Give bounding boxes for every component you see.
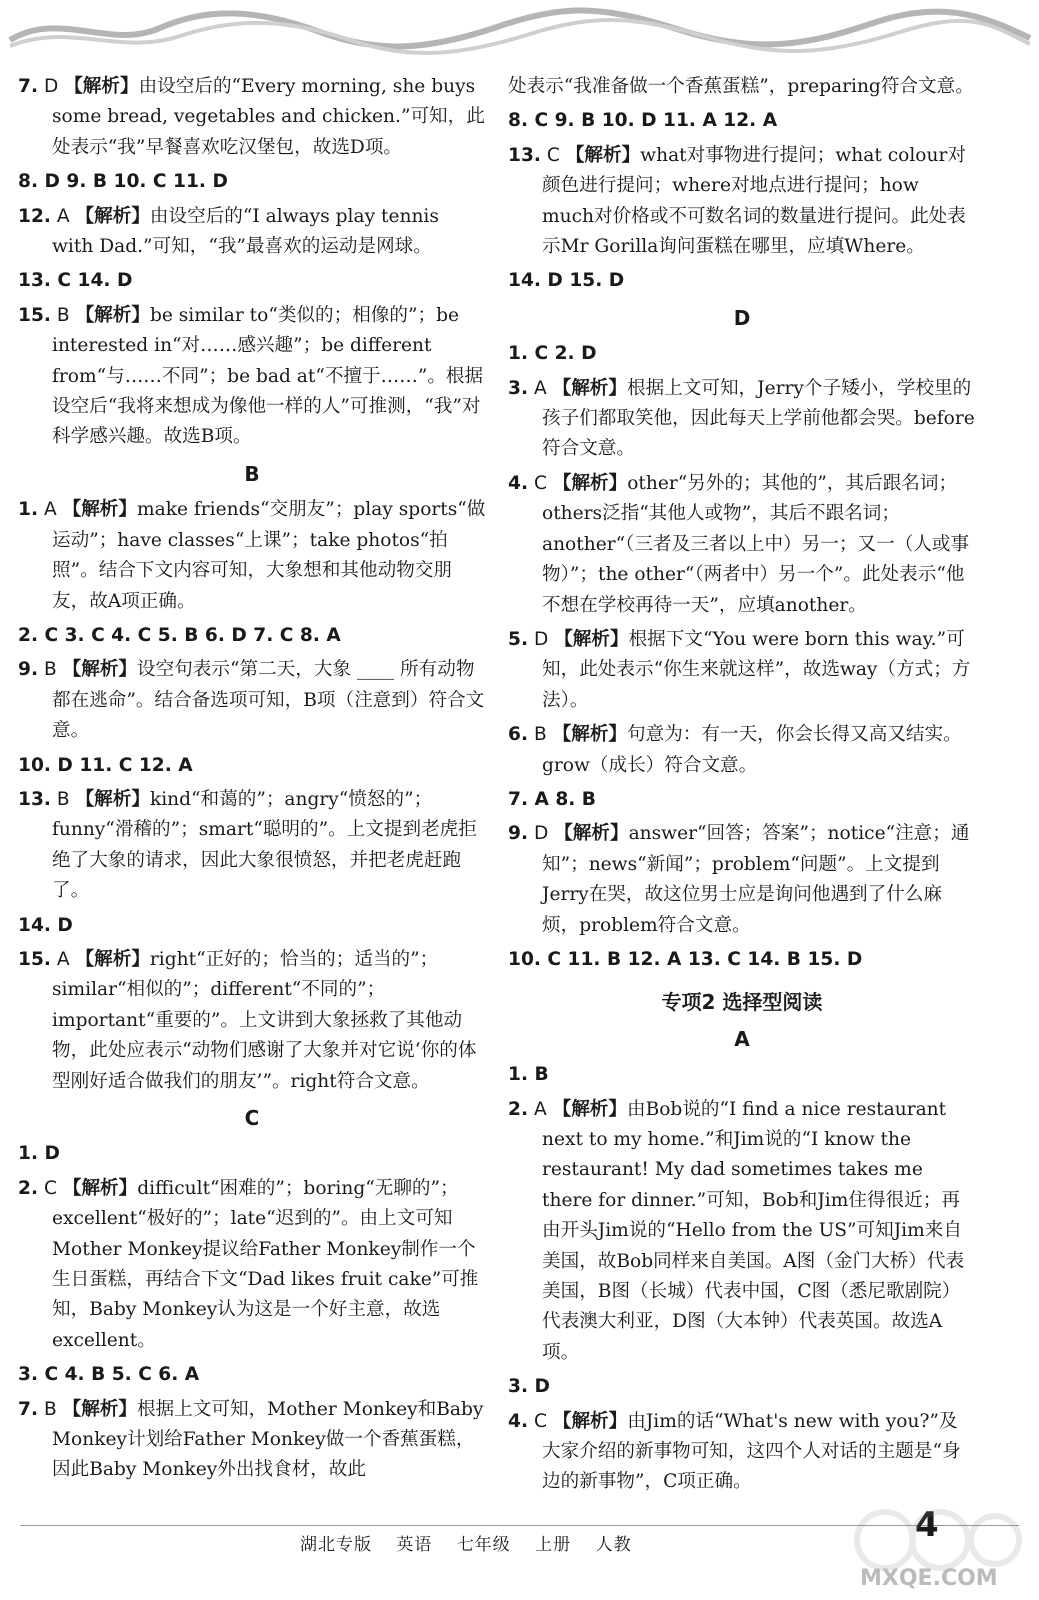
section-heading: C (244, 1106, 260, 1130)
answer-item (508, 141, 976, 263)
explanation-text: make friends“交朋友”；play sports“做运动”；have classes“上课”；take photos“拍照”。结合下文内容可知，大象想和其他动物交朋友，故A项正确。 (52, 499, 486, 612)
answer-line: 1. C 2. D (508, 343, 597, 365)
answer-item (18, 785, 486, 907)
answer-line: 10. C 11. B 12. A 13. C 14. B 15. D (508, 948, 863, 970)
explanation-text: difficult“困难的”；boring“无聊的”；excellent“极好的”；late“迟到的”。由上文可知Mother Monkey提议给Father Monkey制作一个生日蛋糕，再结合下文“Dad likes fruit cake”可推知，Baby Monkey认为这是一个好主意，故选excellent。 (52, 1177, 479, 1351)
topic-heading: 专项2 选择型阅读 (661, 990, 823, 1015)
answer-letter: A (43, 499, 57, 521)
answer-item (18, 655, 486, 746)
watermark-text: MXQE.COM (860, 1566, 998, 1591)
decorative-top-border (0, 0, 1039, 60)
page-number: 4 (915, 1505, 939, 1545)
answer-line: 13. C 14. D (18, 270, 133, 292)
analysis-tag: 【解析】 (552, 1410, 628, 1432)
explanation-text: 由Bob说的“I find a nice restaurant next to my home.”和Jim说的“I know the restaurant! My dad sometimes takes me there for dinner.”可知，Bob和Jim住得很近；再由开头Jim说的“Hello from the US”可知Jim来自美国，故Bob同样来自美国。A图（金门大桥）代表美国，B图（长城）代表中国，C图（悉尼歌剧院）代表澳大利亚，D图（大本钟）代表英国。故选A项。 (542, 1098, 965, 1363)
explanation-text: 由Jim的话“What's new with you?”及大家介绍的新事物可知，这四个人对话的主题是“身边的新事物”，C项正确。 (542, 1410, 961, 1493)
answer-item (508, 720, 976, 781)
explanation-text: 根据上文可知，Jerry个子矮小，学校里的孩子们都取笑他，因此每天上学前他都会哭。before符合文意。 (542, 377, 975, 460)
question-number: 7. (18, 76, 39, 97)
analysis-tag: 【解析】 (64, 76, 139, 97)
answer-letter: D (533, 823, 549, 845)
answer-line: 8. C 9. B 10. D 11. A 12. A (508, 110, 778, 132)
answer-item (18, 301, 486, 453)
answer-item (18, 1395, 486, 1486)
answer-letter: B (43, 659, 57, 681)
explanation-text: other“另外的；其他的”，其后跟名词；others泛指“其他人或物”，其后不跟名词；another“（三者及三者以上中）另一；又一（人或事物）”；the other“（两者中）另一个”。此处表示“他不想在学校再待一天”，应填another。 (542, 472, 970, 616)
right-column (508, 72, 976, 1502)
question-number: 15. (18, 304, 51, 326)
answer-line: 8. D 9. B 10. C 11. D (18, 171, 228, 193)
answer-item (18, 945, 486, 1097)
answer-line: 3. D (508, 1376, 550, 1398)
continued-explanation: 处表示“我准备做一个香蕉蛋糕”，preparing符合文意。 (508, 76, 974, 97)
analysis-tag: 【解析】 (554, 823, 629, 845)
answer-line: 1. B (508, 1064, 549, 1086)
answer-item (508, 469, 976, 621)
answer-letter: C (43, 1177, 57, 1199)
analysis-tag: 【解析】 (62, 1177, 138, 1199)
section-heading: D (733, 305, 751, 330)
answer-line: 3. C 4. B 5. C 6. A (18, 1364, 200, 1386)
explanation-text: right“正好的；恰当的；适当的”；similar“相似的”；different“不同的”；important“重要的”。上文讲到大象拯救了其他动物，此处应表示“动物们感谢了大象并对它说‘你的体型刚好适合做我们的朋友’”。right符合文意。 (52, 948, 477, 1092)
question-number: 2. (508, 1098, 529, 1120)
explanation-text: answer“回答；答案”；notice“注意；通知”；news“新闻”；problem“问题”。上文提到Jerry在哭，故这位男士应是询问他遇到了什么麻烦，problem符合文意。 (542, 823, 970, 936)
analysis-tag: 【解析】 (552, 724, 628, 746)
answer-letter: B (56, 788, 70, 810)
question-number: 12. (18, 205, 51, 227)
analysis-tag: 【解析】 (565, 144, 641, 166)
analysis-tag: 【解析】 (62, 499, 137, 521)
explanation-text: kind“和蔼的”；angry“愤怒的”；funny“滑稽的”；smart“聪明的”。上文提到老虎拒绝了大象的请求，因此大象很愤怒，并把老虎赶跑了。 (52, 788, 477, 902)
answer-item (508, 1095, 976, 1369)
answer-letter: B (533, 724, 547, 746)
analysis-tag: 【解析】 (554, 628, 629, 650)
analysis-tag: 【解析】 (75, 948, 150, 970)
question-number: 1. (18, 499, 39, 521)
question-number: 3. (508, 377, 529, 399)
answer-line: 2. C 3. C 4. C 5. B 6. D 7. C 8. A (18, 624, 341, 646)
answer-letter: A (533, 1098, 547, 1120)
explanation-text: what对事物进行提问；what colour对颜色进行提问；where对地点进行提问；how much对价格或不可数名词的数量进行提问。此处表示Mr Gorilla询问蛋糕在哪里，应填Where。 (542, 144, 966, 258)
footer-volume: 上册 (535, 1535, 572, 1555)
footer-edition: 湖北专版 (300, 1535, 372, 1555)
analysis-tag: 【解析】 (62, 659, 138, 681)
left-column (18, 72, 486, 1490)
answer-item (508, 374, 976, 465)
answer-item (18, 495, 486, 617)
question-number: 5. (508, 628, 529, 650)
explanation-text: 根据上文可知，Mother Monkey和Baby Monkey计划给Father Monkey做一个香蕉蛋糕，因此Baby Monkey外出找食材，故此 (52, 1398, 484, 1481)
answer-line: 10. D 11. C 12. A (18, 754, 193, 776)
answer-line: 14. D 15. D (508, 270, 625, 292)
explanation-text: 由设空后的“I always play tennis with Dad.”可知，“我”最喜欢的运动是网球。 (52, 205, 439, 258)
analysis-tag: 【解析】 (75, 788, 150, 810)
answer-letter: A (56, 948, 70, 970)
answer-letter: D (533, 628, 549, 650)
question-number: 2. (18, 1177, 39, 1199)
explanation-text: 由设空后的“Every morning, she buys some bread, vegetables and chicken.”可知，此处表示“我”早餐喜欢吃汉堡包，故选D项。 (52, 76, 485, 158)
question-number: 9. (18, 659, 39, 681)
section-heading: B (244, 461, 260, 486)
answer-item (18, 72, 486, 163)
answer-letter: A (533, 377, 547, 399)
answer-letter: A (56, 205, 70, 227)
answer-item (18, 202, 486, 263)
answer-item (508, 819, 976, 941)
question-number: 15. (18, 948, 51, 970)
answer-line: 14. D (18, 914, 73, 936)
answer-letter: B (43, 1398, 57, 1420)
answer-item (508, 1407, 976, 1498)
explanation-text: be similar to“类似的；相像的”；be interested in“对……感兴趣”；be different from“与……不同”；be bad at“不擅于……”。根据设空后“我将来想成为像他一样的人”可推测，“我”对科学感兴趣。故选B项。 (52, 304, 484, 448)
section-heading: A (734, 1026, 750, 1051)
answer-letter: C (533, 472, 547, 494)
answer-letter: D (43, 76, 59, 97)
explanation-text: 根据下文“You were born this way.”可知，此处表示“你生来就这样”，故选way（方式；方法）。 (542, 628, 971, 711)
question-number: 7. (18, 1398, 39, 1420)
analysis-tag: 【解析】 (75, 304, 150, 326)
footer-subject: 英语 (396, 1535, 433, 1555)
analysis-tag: 【解析】 (75, 205, 150, 227)
analysis-tag: 【解析】 (552, 472, 628, 494)
answer-item (18, 1174, 486, 1356)
question-number: 4. (508, 472, 529, 494)
explanation-text: 句意为：有一天，你会长得又高又结实。grow（成长）符合文意。 (542, 724, 962, 776)
footer (300, 1530, 650, 1555)
answer-letter: C (533, 1410, 547, 1432)
answer-letter: C (546, 144, 560, 166)
question-number: 13. (508, 144, 541, 166)
analysis-tag: 【解析】 (62, 1398, 138, 1420)
analysis-tag: 【解析】 (552, 377, 627, 399)
question-number: 6. (508, 724, 529, 746)
question-number: 13. (18, 788, 51, 810)
answer-item (508, 625, 976, 716)
answer-letter: B (56, 304, 70, 326)
analysis-tag: 【解析】 (552, 1098, 627, 1120)
question-number: 4. (508, 1410, 529, 1432)
explanation-text: 设空句表示“第二天，大象 ____ 所有动物都在逃命”。结合备选项可知，B项（注意到）符合文意。 (52, 659, 485, 742)
question-number: 9. (508, 823, 529, 845)
footer-publisher: 人教 (595, 1535, 632, 1555)
answer-line: 1. D (18, 1143, 60, 1165)
footer-grade: 七年级 (456, 1535, 511, 1555)
answer-line: 7. A 8. B (508, 788, 596, 810)
